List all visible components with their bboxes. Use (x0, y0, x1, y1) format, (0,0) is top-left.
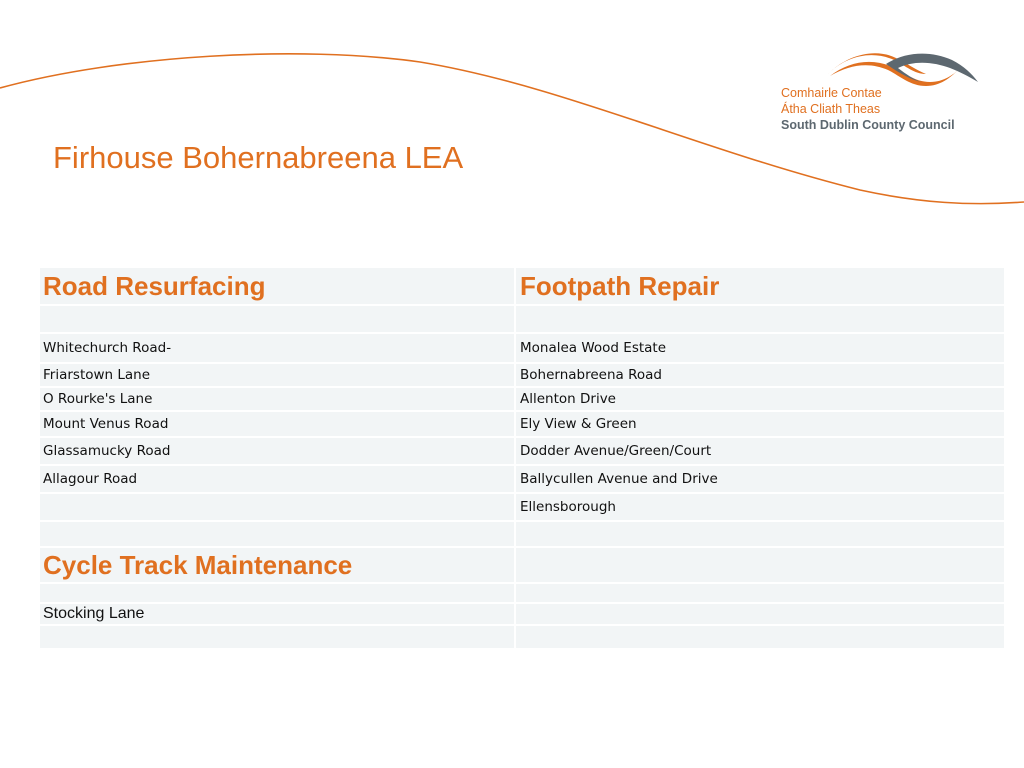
table-row (40, 466, 1004, 494)
cycle-track-heading: Cycle Track Maintenance (40, 548, 516, 582)
council-logo (778, 52, 998, 138)
table-row (40, 334, 1004, 364)
road-cell: Mount Venus Road (40, 412, 516, 436)
road-cell (40, 494, 516, 520)
table-spacer-row (40, 626, 1004, 650)
works-table (40, 268, 1004, 650)
logo-line-english: South Dublin County Council (781, 118, 955, 132)
footpath-cell: Ballycullen Avenue and Drive (520, 471, 718, 487)
table-header-row (40, 268, 1004, 306)
table-row (40, 388, 1004, 412)
table-spacer-row (40, 306, 1004, 334)
footpath-cell: Allenton Drive (520, 391, 616, 407)
footpath-cell: Monalea Wood Estate (520, 340, 667, 356)
footpath-cell: Dodder Avenue/Green/Court (520, 443, 712, 459)
table-row (40, 364, 1004, 388)
footpath-cell: Ely View & Green (520, 416, 637, 432)
road-cell: O Rourke's Lane (40, 388, 516, 410)
table-spacer-row (40, 522, 1004, 548)
page-title: Firhouse Bohernabreena LEA (53, 140, 464, 175)
cycle-track-cell: Stocking Lane (40, 604, 516, 624)
road-cell: Whitechurch Road- (40, 334, 516, 362)
table-row (40, 604, 1004, 626)
logo-line-irish-1: Comhairle Contae (781, 86, 882, 100)
table-row (40, 412, 1004, 438)
footpath-repair-heading: Footpath Repair (520, 270, 720, 301)
cycle-track-footpath-cell (516, 604, 1004, 624)
table-row (40, 494, 1004, 522)
cycle-track-header-row (40, 548, 1004, 584)
road-cell: Friarstown Lane (40, 364, 516, 386)
road-cell: Allagour Road (40, 466, 516, 492)
footpath-cell: Ellensborough (520, 499, 616, 515)
logo-line-irish-2: Átha Cliath Theas (781, 102, 881, 116)
table-row (40, 438, 1004, 466)
footpath-cell: Bohernabreena Road (520, 367, 662, 383)
road-resurfacing-heading: Road Resurfacing (40, 268, 516, 304)
table-spacer-row (40, 584, 1004, 604)
road-cell: Glassamucky Road (40, 438, 516, 464)
